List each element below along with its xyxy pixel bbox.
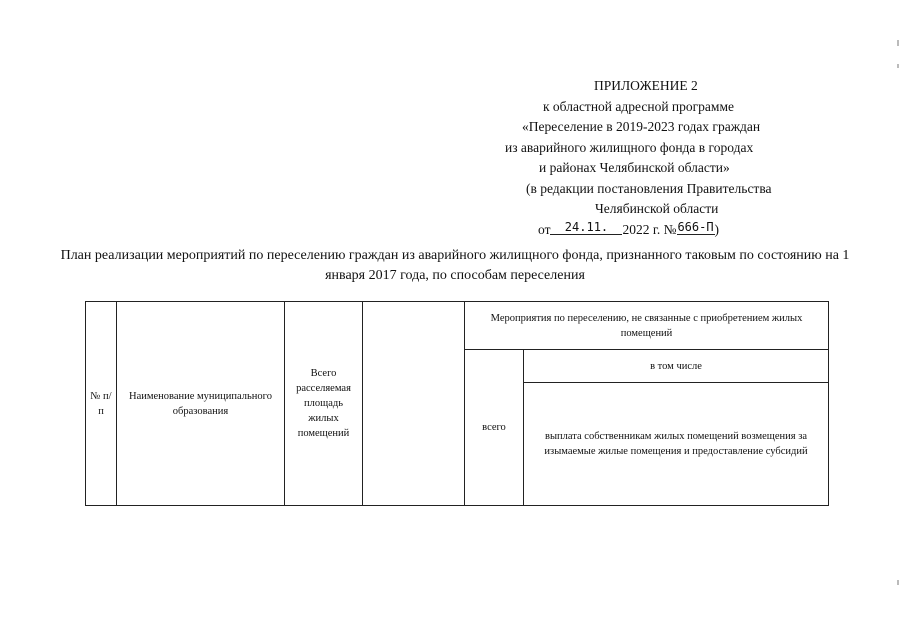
decree-date-line	[505, 220, 825, 241]
header-relocation-group: Мероприятия по переселению, не связанные с приобретением жилых помещений	[465, 302, 829, 350]
appendix-line-5: (в редакции постановления Правительства	[526, 180, 772, 196]
header-total: всего	[465, 350, 524, 506]
date-value: 24.11.	[550, 221, 622, 235]
plan-table	[85, 301, 829, 506]
header-compensation-payment: выплата собственникам жилых помещений возмещения за изымаемые жилые помещения и предоставление субсидий	[524, 383, 829, 506]
header-row-number: № п/п	[86, 302, 117, 506]
appendix-line-2: «Переселение в 2019-2023 годах граждан	[522, 119, 761, 134]
header-total-area: Всего расселяемая площадь жилых помещений	[285, 302, 363, 506]
plan-title: План реализации мероприятий по переселению граждан из аварийного жилищного фонда, признанного таковым по состоянию на 1 января 2017 года, по способам переселения	[60, 248, 850, 283]
appendix-line-3: из аварийного жилищного фонда в городах	[505, 139, 754, 155]
scan-artifact	[897, 64, 899, 68]
header-empty-column	[363, 302, 465, 506]
date-prefix: от	[538, 221, 551, 237]
header-including: в том числе	[524, 350, 829, 383]
appendix-block	[505, 76, 825, 240]
decree-number: 666-П	[677, 219, 714, 234]
header-municipality-name: Наименование муниципального образования	[117, 302, 285, 506]
closing-paren: )	[714, 221, 720, 237]
appendix-line-1: к областной адресной программе	[543, 98, 734, 114]
appendix-title: ПРИЛОЖЕНИЕ 2	[594, 78, 698, 93]
appendix-line-6: Челябинской области	[595, 201, 719, 216]
appendix-line-4: и районах Челябинской области»	[539, 160, 730, 175]
year-text: 2022 г. №	[622, 221, 677, 237]
scan-artifact	[897, 580, 899, 585]
scan-artifact	[897, 40, 899, 46]
